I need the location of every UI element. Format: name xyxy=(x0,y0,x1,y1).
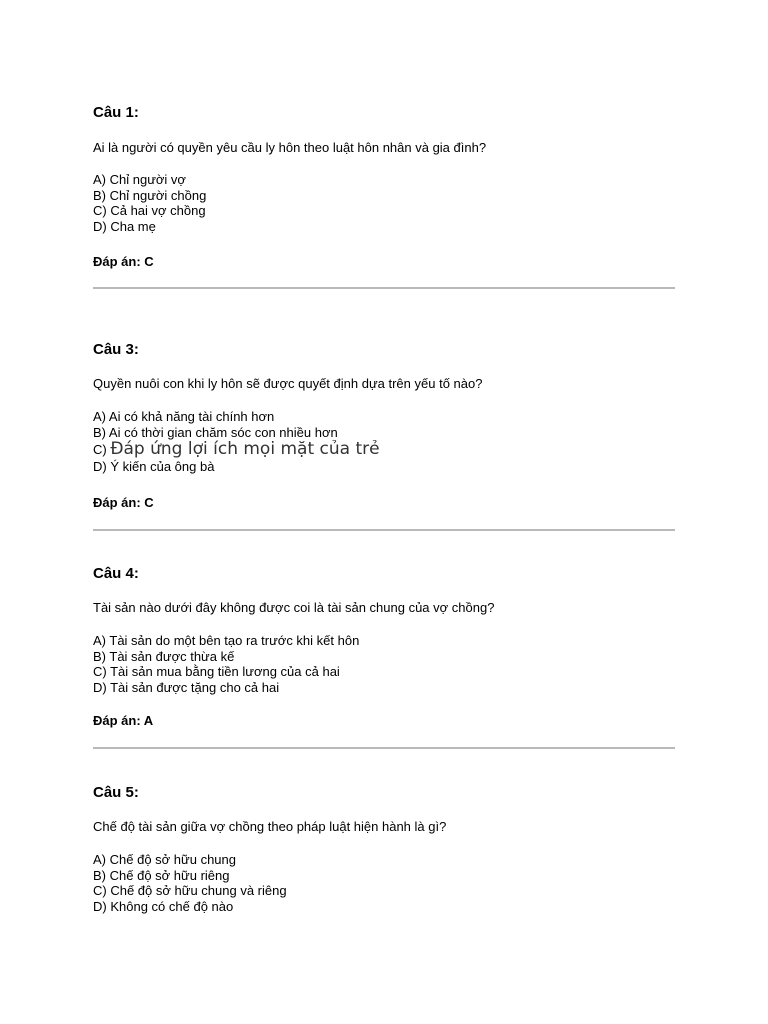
divider xyxy=(93,747,675,749)
option-letter: A) xyxy=(93,172,106,187)
option-letter: B) xyxy=(93,187,106,203)
option-letter: D) xyxy=(93,218,107,234)
option-letter: C) xyxy=(93,203,107,218)
option-b xyxy=(93,649,359,665)
option-text: Tài sản mua bằng tiền lương của cả hai xyxy=(110,664,340,679)
options-list xyxy=(93,633,359,695)
option-letter: B) xyxy=(93,867,106,883)
option-letter: B) xyxy=(93,648,106,664)
option-letter: A) xyxy=(93,852,106,867)
option-letter: C) xyxy=(93,442,107,457)
option-text: Tài sản được thừa kế xyxy=(109,648,235,664)
option-a xyxy=(93,852,287,868)
option-c xyxy=(93,203,206,219)
option-c xyxy=(93,440,380,459)
question-text: Chế độ tài sản giữa vợ chồng theo pháp luật hiện hành là gì? xyxy=(93,819,447,834)
question-text: Tài sản nào dưới đây không được coi là tài sản chung của vợ chồng? xyxy=(93,600,495,615)
option-a xyxy=(93,633,359,649)
question-title: Câu 5: xyxy=(93,784,139,801)
option-text: Chỉ người vợ xyxy=(109,172,186,187)
option-c xyxy=(93,883,287,899)
option-text: Cả hai vợ chồng xyxy=(110,203,206,218)
option-d xyxy=(93,899,287,915)
option-b xyxy=(93,425,380,441)
option-b xyxy=(93,868,287,884)
option-text: Chế độ sở hữu chung xyxy=(109,852,236,867)
answer-line: Đáp án: A xyxy=(93,713,154,728)
option-text: Ai có thời gian chăm sóc con nhiều hơn xyxy=(108,424,338,440)
option-text: Chế độ sở hữu chung và riêng xyxy=(110,883,287,898)
option-text: Ai có khả năng tài chính hơn xyxy=(108,409,275,424)
option-letter: B) xyxy=(93,424,106,440)
option-letter: C) xyxy=(93,664,107,679)
divider xyxy=(93,287,675,289)
option-text: Cha mẹ xyxy=(110,218,156,234)
options-list xyxy=(93,409,380,475)
options-list xyxy=(93,852,287,914)
option-letter: D) xyxy=(93,459,107,474)
option-text: Chỉ người chồng xyxy=(109,187,207,203)
option-text: Ý kiến của ông bà xyxy=(110,459,215,474)
option-letter: C) xyxy=(93,883,107,898)
divider xyxy=(93,529,675,531)
question-title: Câu 1: xyxy=(93,104,139,121)
answer-line: Đáp án: C xyxy=(93,495,154,510)
option-d xyxy=(93,219,206,235)
option-text: Đáp ứng lợi ích mọi mặt của trẻ xyxy=(110,439,380,459)
option-d xyxy=(93,680,359,696)
document-page xyxy=(93,0,675,1024)
answer-line: Đáp án: C xyxy=(93,254,154,269)
question-title: Câu 4: xyxy=(93,565,139,582)
question-text: Quyền nuôi con khi ly hôn sẽ được quyết định dựa trên yếu tố nào? xyxy=(93,376,483,391)
option-d xyxy=(93,459,380,475)
question-title: Câu 3: xyxy=(93,341,139,358)
option-letter: A) xyxy=(93,409,106,424)
option-text: Tài sản do một bên tạo ra trước khi kết hôn xyxy=(109,633,360,648)
option-letter: A) xyxy=(93,633,106,648)
option-b xyxy=(93,188,206,204)
option-text: Không có chế độ nào xyxy=(110,898,234,914)
option-text: Chế độ sở hữu riêng xyxy=(109,867,230,883)
option-letter: D) xyxy=(93,679,107,695)
question-text: Ai là người có quyền yêu cầu ly hôn theo luật hôn nhân và gia đình? xyxy=(93,140,487,155)
option-a xyxy=(93,172,206,188)
option-text: Tài sản được tặng cho cả hai xyxy=(110,679,280,695)
option-letter: D) xyxy=(93,898,107,914)
option-a xyxy=(93,409,380,425)
options-list xyxy=(93,172,206,234)
option-c xyxy=(93,664,359,680)
